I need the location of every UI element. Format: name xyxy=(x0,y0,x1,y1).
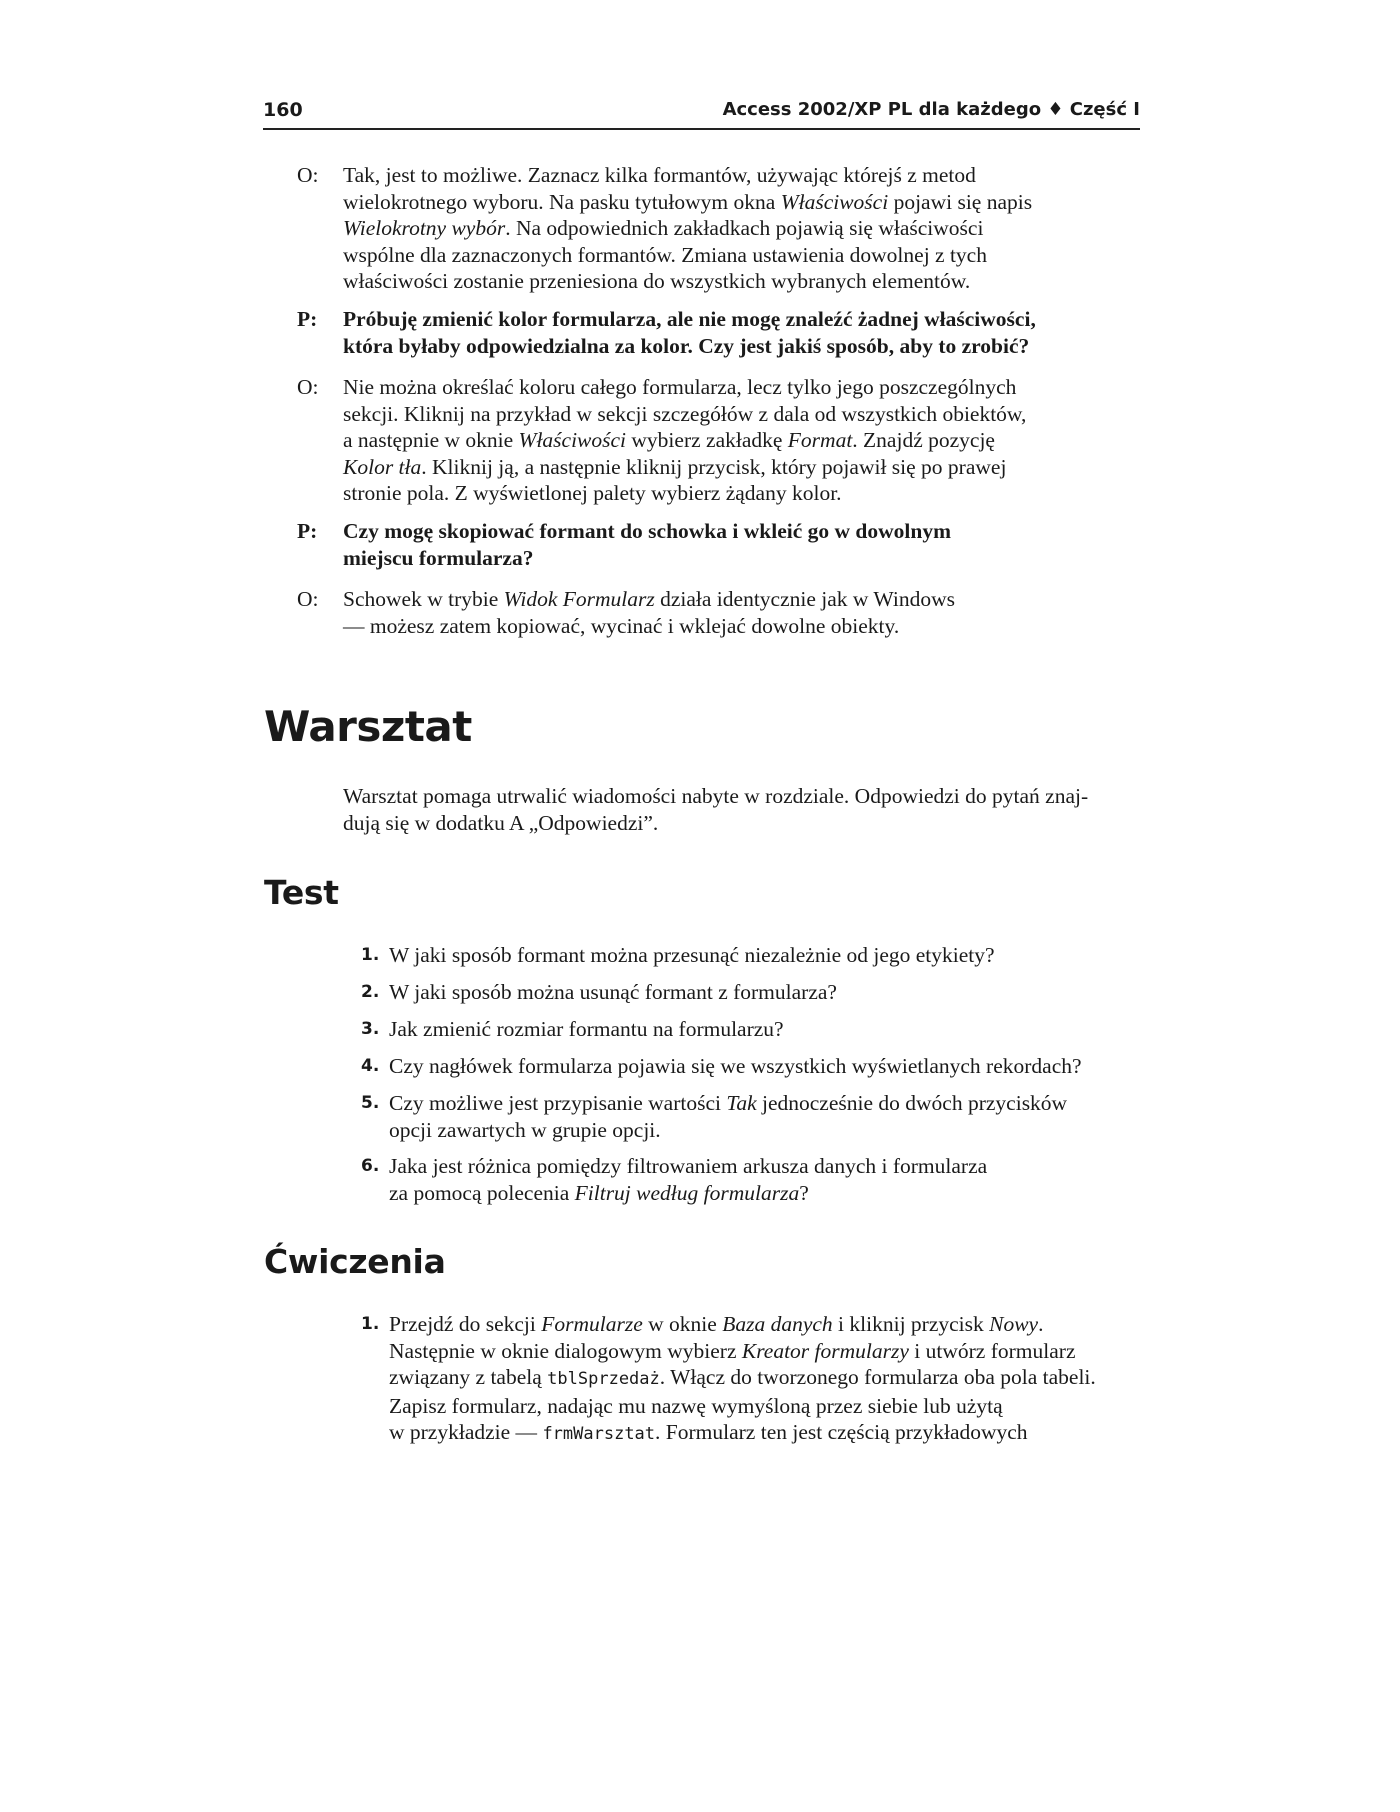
qa-answer xyxy=(297,162,1123,295)
item-line: Jak zmienić rozmiar formantu na formularzu? xyxy=(389,1017,784,1041)
qa-answer xyxy=(297,586,1123,639)
section-title-workshop: Warsztat xyxy=(264,702,472,751)
list-number: 3. xyxy=(361,1019,380,1039)
qa-line: która byłaby odpowiedzialna za kolor. Czy jest jakiś sposób, aby to zrobić? xyxy=(343,333,1030,358)
qa-line: wielokrotnego wyboru. Na pasku tytułowym okna Właściwości pojawi się napis xyxy=(343,189,1033,214)
item-line: za pomocą polecenia Filtruj według formularza? xyxy=(389,1180,809,1205)
qa-marker: P: xyxy=(297,519,318,543)
qa-question xyxy=(297,306,1123,359)
qa-line: Schowek w trybie Widok Formularz działa identycznie jak w Windows xyxy=(343,587,955,611)
item-line: Jaka jest różnica pomiędzy filtrowaniem arkusza danych i formularza xyxy=(389,1154,988,1178)
test-item xyxy=(361,1053,1109,1080)
item-line: związany z tabelą tblSprzedaż. Włącz do tworzonego formularza oba pola tabeli. xyxy=(389,1365,1096,1389)
workshop-intro xyxy=(343,783,1143,836)
test-item xyxy=(361,942,1109,969)
qa-line: Tak, jest to możliwe. Zaznacz kilka formantów, używając którejś z metod xyxy=(343,163,976,187)
list-number: 1. xyxy=(361,1314,380,1334)
qa-line: — możesz zatem kopiować, wycinać i wklejać dowolne obiekty. xyxy=(343,613,900,638)
qa-line: Wielokrotny wybór. Na odpowiednich zakładkach pojawią się właściwości xyxy=(343,216,984,240)
qa-line: wspólne dla zaznaczonych formantów. Zmiana ustawienia dowolnej z tych xyxy=(343,242,987,267)
item-line: Czy nagłówek formularza pojawia się we wszystkich wyświetlanych rekordach? xyxy=(389,1054,1082,1078)
item-line: opcji zawartych w grupie opcji. xyxy=(389,1117,661,1142)
qa-line: Kolor tła. Kliknij ją, a następnie kliknij przycisk, który pojawił się po prawej xyxy=(343,454,1007,479)
qa-line: Próbuję zmienić kolor formularza, ale nie mogę znaleźć żadnej właściwości, xyxy=(343,307,1036,331)
list-number: 2. xyxy=(361,982,380,1002)
qa-line: miejscu formularza? xyxy=(343,545,534,570)
item-line: W jaki sposób formant można przesunąć niezależnie od jego etykiety? xyxy=(389,943,995,967)
page-header xyxy=(263,98,1140,130)
section-title-exercises: Ćwiczenia xyxy=(264,1242,446,1281)
qa-line: Nie można określać koloru całego formularza, lecz tylko jego poszczególnych xyxy=(343,375,1017,399)
running-head: Access 2002/XP PL dla każdego ♦ Część I xyxy=(722,99,1140,120)
item-line: Następnie w oknie dialogowym wybierz Kreator formularzy i utwórz formularz xyxy=(389,1338,1076,1363)
qa-line: sekcji. Kliknij na przykład w sekcji szczegółów z dala od wszystkich obiektów, xyxy=(343,401,1027,426)
item-line: w przykładzie — frmWarsztat. Formularz ten jest częścią przykładowych xyxy=(389,1420,1028,1444)
intro-line: Warsztat pomaga utrwalić wiadomości nabyte w rozdziale. Odpowiedzi do pytań znaj- xyxy=(343,784,1089,808)
qa-answer xyxy=(297,374,1123,507)
qa-line: stronie pola. Z wyświetlonej palety wybierz żądany kolor. xyxy=(343,481,842,505)
qa-line: właściwości zostanie przeniesiona do wszystkich wybranych elementów. xyxy=(343,269,971,293)
item-line: W jaki sposób można usunąć formant z formularza? xyxy=(389,980,837,1004)
item-line: Przejdź do sekcji Formularze w oknie Baza danych i kliknij przycisk Nowy. xyxy=(389,1312,1044,1336)
exercise-item xyxy=(361,1311,1149,1448)
list-number: 6. xyxy=(361,1156,380,1176)
qa-marker: O: xyxy=(297,587,319,611)
list-number: 5. xyxy=(361,1093,380,1113)
list-number: 4. xyxy=(361,1056,380,1076)
test-item xyxy=(361,1016,1109,1043)
qa-question xyxy=(297,518,1123,571)
page-number: 160 xyxy=(263,99,303,121)
qa-marker: P: xyxy=(297,307,318,331)
test-item xyxy=(361,1090,1109,1143)
qa-line: a następnie w oknie Właściwości wybierz zakładkę Format. Znajdź pozycję xyxy=(343,428,995,452)
qa-marker: O: xyxy=(297,163,319,187)
qa-marker: O: xyxy=(297,375,319,399)
qa-line: Czy mogę skopiować formant do schowka i wkleić go w dowolnym xyxy=(343,519,951,543)
item-line: Czy możliwe jest przypisanie wartości Tak jednocześnie do dwóch przycisków xyxy=(389,1091,1068,1115)
section-title-test: Test xyxy=(264,873,339,912)
test-item xyxy=(361,1153,1109,1206)
intro-line: dują się w dodatku A „Odpowiedzi”. xyxy=(343,810,659,835)
test-item xyxy=(361,979,1109,1006)
list-number: 1. xyxy=(361,945,380,965)
item-line: Zapisz formularz, nadając mu nazwę wymyśloną przez siebie lub użytą xyxy=(389,1393,1003,1418)
